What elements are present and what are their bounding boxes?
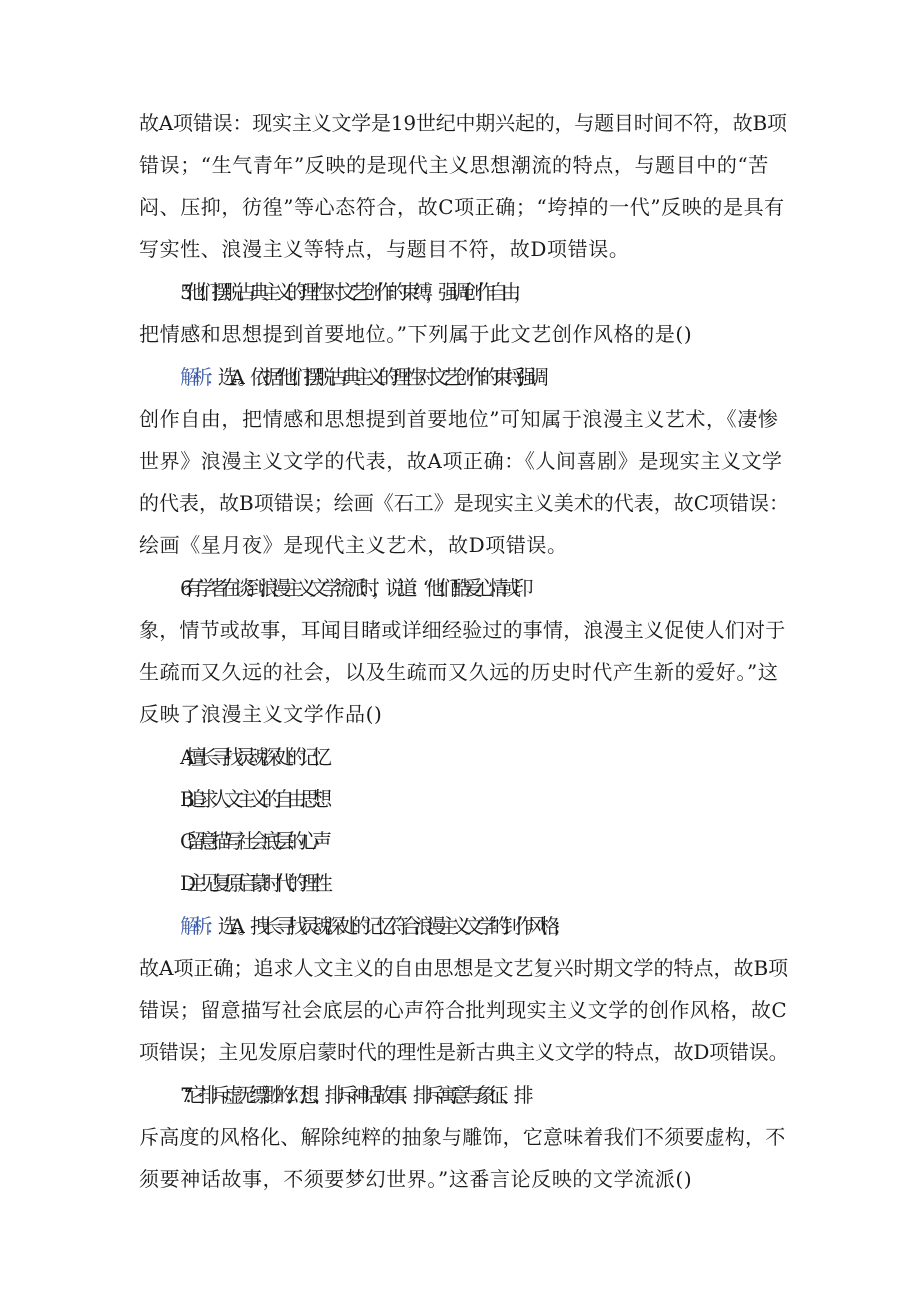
answer-6-first-line bbox=[180, 912, 830, 940]
question-5-line: 把情感和思想提到首要地位。”下列属于此文艺创作风格的是() bbox=[139, 322, 693, 346]
option-a: A.擅长寻找灵魂深处的记忆 bbox=[180, 745, 325, 769]
analysis-label: 解析： bbox=[180, 914, 218, 938]
option-c: C.留意描写社会底层的心声 bbox=[180, 829, 325, 853]
question-7-line: 斥高度的风格化、解除纯粹的抽象与雕饰，它意味着我们不须要虚构，不 bbox=[139, 1125, 786, 1149]
answer-6-line: 项错误；主见发原启蒙时代的理性是新古典主义文学的特点，故D项错误。 bbox=[139, 1040, 789, 1064]
answer-text-line: 写实性、浪漫主义等特点，与题目不符，故D项错误。 bbox=[139, 237, 630, 261]
analysis-label: 解析： bbox=[180, 365, 218, 389]
question-6-line: 6. 有学者在谈到浪漫主义文学流派时，说道：“他们酷爱心情或印 bbox=[180, 576, 527, 600]
option-d: D.主见复原启蒙时代的理性 bbox=[180, 871, 326, 895]
answer-text-line: 闷、压抑，彷徨”等心态符合，故C项正确；“垮掉的一代”反映的是具有 bbox=[139, 195, 785, 219]
question-7-line: 须要神话故事，不须要梦幻世界。”这番言论反映的文学流派() bbox=[139, 1167, 693, 1191]
answer-5-line: 绘画《星月夜》是现代主义艺术，故D项错误。 bbox=[139, 533, 568, 557]
answer-5-line: 创作自由，把情感和思想提到首要地位”可知属于浪漫主义艺术，《凄惨 bbox=[139, 407, 779, 431]
answer-5-line: 的代表，故B项错误；绘画《石工》是现实主义美术的代表，故C项错误： bbox=[139, 491, 789, 515]
question-6-line: 象，情节或故事，耳闻目睹或详细经验过的事情，浪漫主义促使人们对于 bbox=[139, 618, 786, 642]
question-5-line: 5. “他们摆脱占典主义的理性对文艺创作的束缚，强调创作自由， bbox=[180, 280, 527, 304]
answer-text-line: 错误；“生气青年”反映的是现代主义思想潮流的特点，与题目中的“苦 bbox=[139, 153, 769, 177]
answer-5-line: 世界》浪漫主义文学的代表，故A项正确：《人间喜剧》是现实主义文学 bbox=[139, 449, 783, 473]
question-6-line: 反映了浪漫主义文学作品() bbox=[139, 702, 383, 726]
answer-5-text: 选A。依据“他们摆脱古典主义的理性对文艺创作的束埒,强调 bbox=[217, 365, 542, 389]
question-7-line: 7. “它排斥虚无缥渺的幻想、排斥神话故事、排斥寓意与象征、排 bbox=[180, 1083, 527, 1107]
answer-6-line: 故A项正确；追求人文主义的自由思想是文艺复兴时期文学的特点，故B项 bbox=[139, 956, 789, 980]
answer-5-first-line bbox=[180, 363, 830, 391]
answer-6-line: 错误；留意描写社会底层的心声符合批判现实主义文学的创作风格，故C bbox=[139, 998, 788, 1022]
answer-6-text: 选A。拽长寻找灵魂深处的记忆符合浪漫主义文学的钊作风格； bbox=[217, 914, 566, 938]
answer-text-line: 故A项错误：现实主义文学是19世纪中期兴起的，与题目时间不符，故B项 bbox=[139, 111, 787, 135]
option-b: B.追求人文主义的自由思想 bbox=[180, 787, 325, 811]
question-6-line: 生疏而又久远的社会，以及生疏而又久远的历史时代产生新的爱好。”这 bbox=[139, 660, 779, 684]
